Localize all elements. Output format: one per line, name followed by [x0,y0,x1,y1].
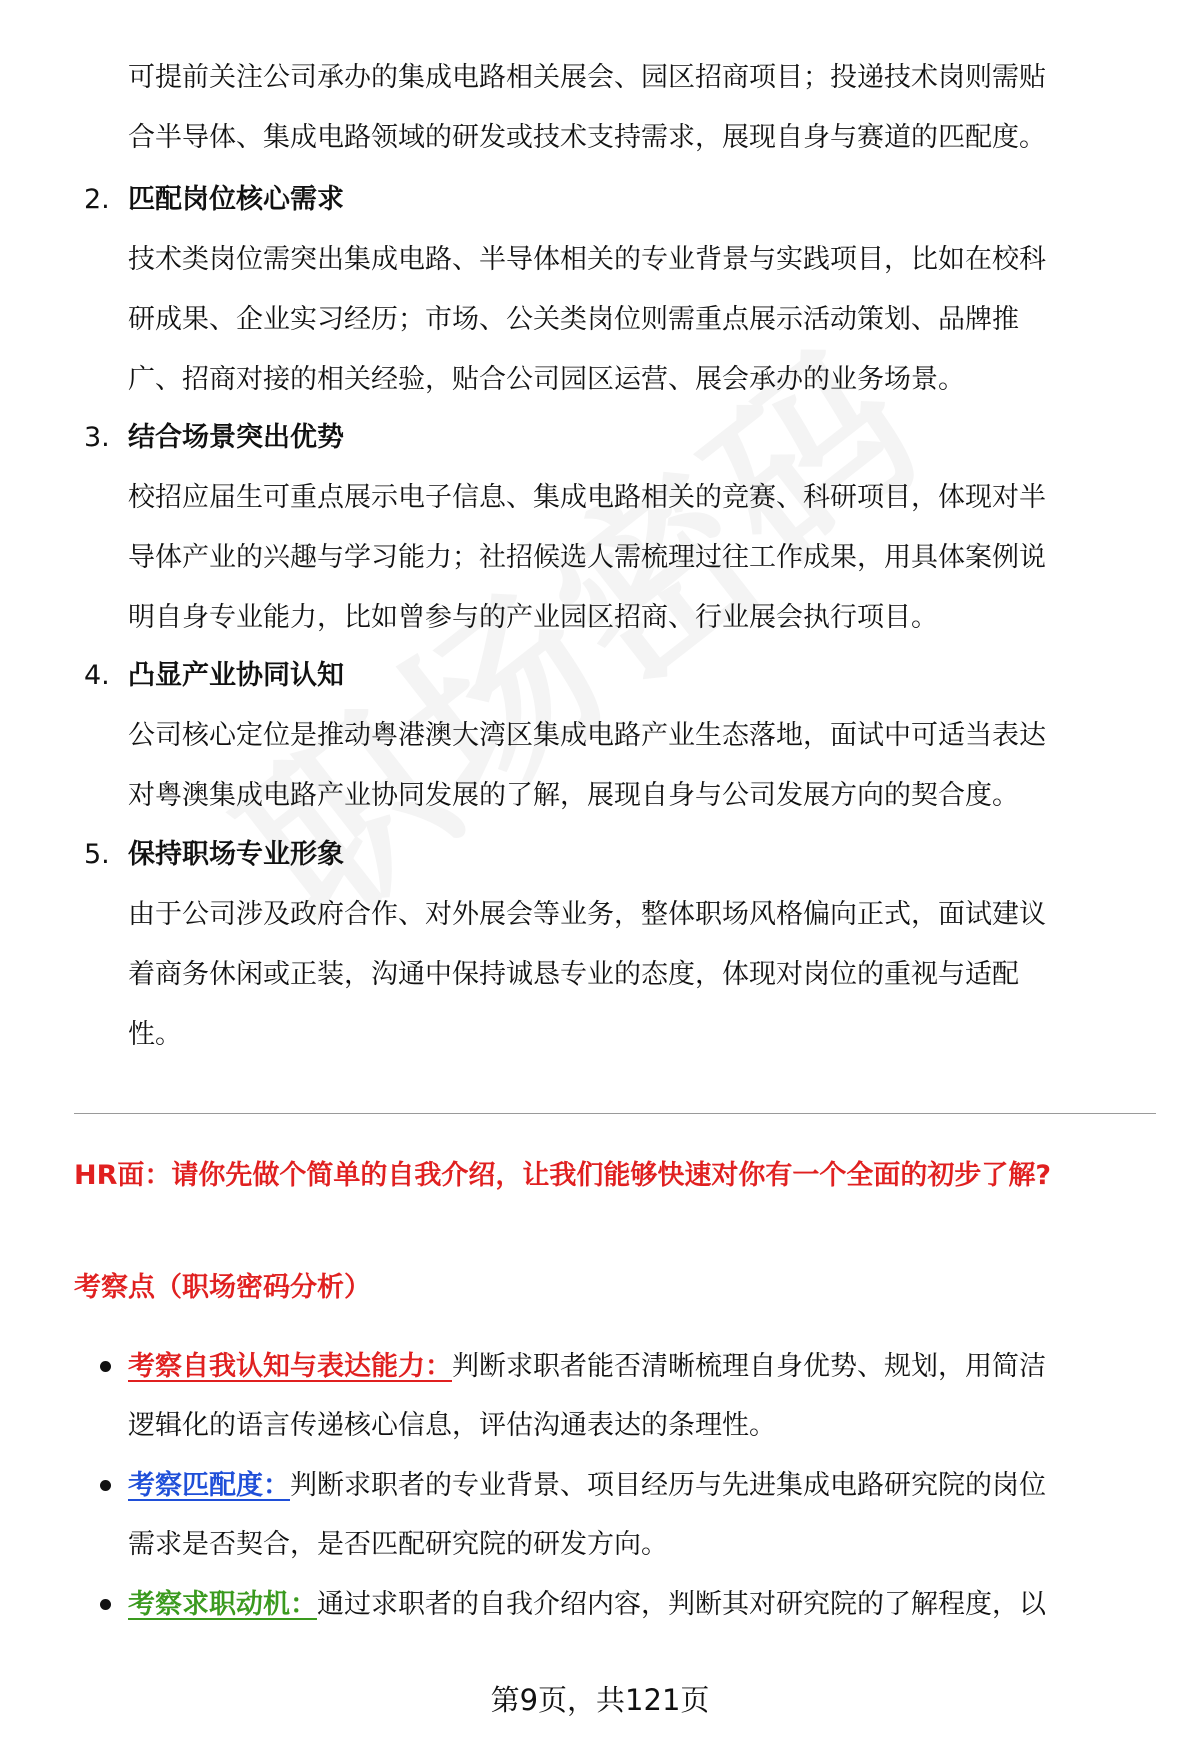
intro-paragraph [128,48,1138,168]
text-line: 由于公司涉及政府合作、对外展会等业务，整体职场风格偏向正式，面试建议 [128,899,1046,930]
text-line: 技术类岗位需突出集成电路、半导体相关的专业背景与实践项目，比如在校科 [128,244,1046,275]
text-line: 校招应届生可重点展示电子信息、集成电路相关的竞赛、科研项目，体现对半 [128,482,1046,513]
bullet-dot-icon [100,1599,111,1610]
text-line [128,1456,1140,1515]
text-line [128,1337,1140,1396]
text-line: 研成果、企业实习经历；市场、公关类岗位则需重点展示活动策划、品牌推 [128,304,1019,335]
bullet-description: 判断求职者的专业背景、项目经历与先进集成电路研究院的岗位 [290,1470,1046,1501]
page-number-footer: 第9页，共121页 [490,1683,710,1717]
item-number: 4. [84,660,110,691]
item-body [128,468,1138,648]
item-number: 2. [84,184,110,215]
bullet-description: 通过求职者的自我介绍内容，判断其对研究院的了解程度，以 [317,1589,1046,1620]
text-line: 性。 [128,1019,182,1050]
bullet-description: 判断求职者能否清晰梳理自身优势、规划，用简洁 [452,1351,1046,1382]
bullet-text [128,1575,1140,1634]
bullet-text [128,1456,1140,1574]
item-number: 5. [84,839,110,870]
text-line: 逻辑化的语言传递核心信息，评估沟通表达的条理性。 [128,1410,776,1441]
item-title: 匹配岗位核心需求 [128,184,344,215]
item-body [128,706,1138,826]
text-line: 广、招商对接的相关经验，贴合公司园区运营、展会承办的业务场景。 [128,364,965,395]
item-body [128,885,1138,1065]
bullet-text [128,1337,1140,1455]
text-line: 对粤澳集成电路产业协同发展的了解，展现自身与公司发展方向的契合度。 [128,780,1019,811]
text-line: 着商务休闲或正装，沟通中保持诚恳专业的态度，体现对岗位的重视与适配 [128,959,1019,990]
text-line: 需求是否契合，是否匹配研究院的研发方向。 [128,1529,668,1560]
analysis-section-heading: 考察点（职场密码分析） [74,1272,371,1303]
bullet-dot-icon [100,1480,111,1491]
text-line: 明自身专业能力，比如曾参与的产业园区招商、行业展会执行项目。 [128,602,938,633]
item-title: 凸显产业协同认知 [128,660,344,691]
bullet-keyword: 考察自我认知与表达能力： [128,1351,452,1382]
bullet-dot-icon [100,1361,111,1372]
text-line: 合半导体、集成电路领域的研发或技术支持需求，展现自身与赛道的匹配度。 [128,122,1046,153]
item-number: 3. [84,422,110,453]
text-line: 公司核心定位是推动粤港澳大湾区集成电路产业生态落地，面试中可适当表达 [128,720,1046,751]
item-title: 结合场景突出优势 [128,422,344,453]
section-divider [74,1113,1156,1114]
item-body [128,230,1138,410]
hr-question-heading: HR面：请你先做个简单的自我介绍，让我们能够快速对你有一个全面的初步了解? [74,1160,1052,1191]
bullet-keyword: 考察求职动机： [128,1589,317,1620]
text-line: 导体产业的兴趣与学习能力；社招候选人需梳理过往工作成果，用具体案例说 [128,542,1046,573]
text-line: 可提前关注公司承办的集成电路相关展会、园区招商项目；投递技术岗则需贴 [128,62,1046,93]
bullet-keyword: 考察匹配度： [128,1470,290,1501]
text-line [128,1575,1140,1634]
item-title: 保持职场专业形象 [128,839,344,870]
